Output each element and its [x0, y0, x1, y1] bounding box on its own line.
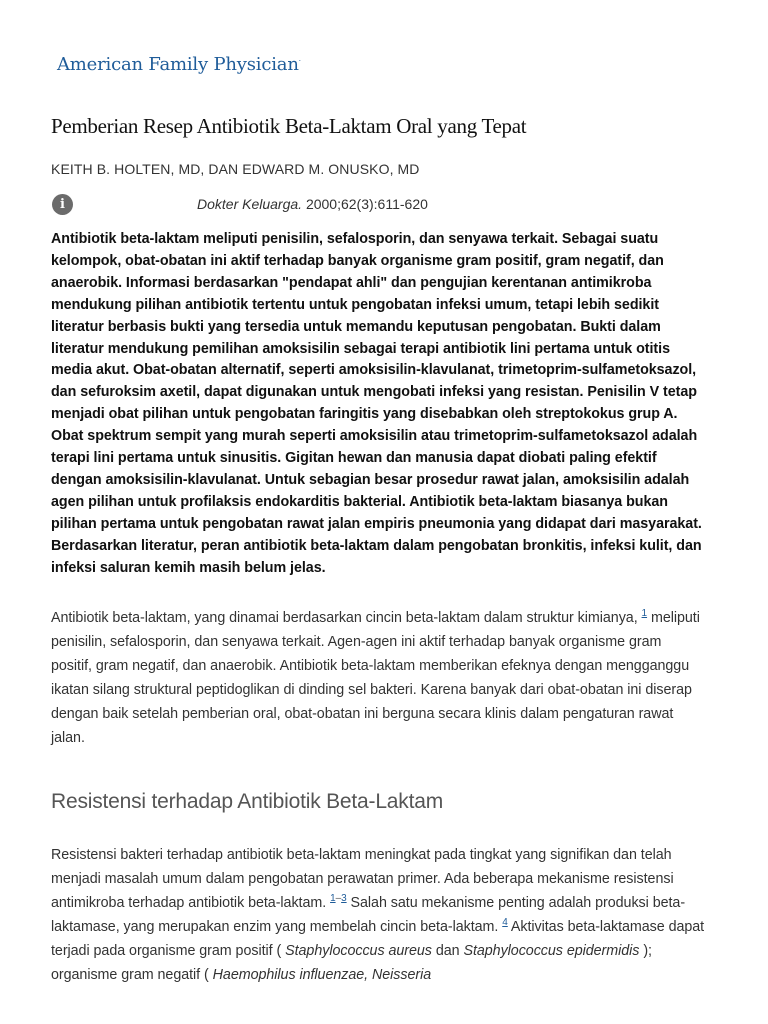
- intro-paragraph: [51, 606, 705, 750]
- resistance-text-c: Aktivitas beta-laktamase dapat terjadi pada organisme gram positif (: [51, 919, 705, 959]
- journal-logo[interactable]: [57, 54, 301, 75]
- logo-mark: ·: [298, 57, 301, 65]
- intro-text-b: meliputi penisilin, sefalosporin, dan senyawa terkait. Agen-agen ini aktif terhadap banyak organisme gram positif, gram negatif, dan anaerobik. Antibiotik beta-laktam memberikan efeknya dengan mengganggu ikatan silang struktural peptidoglikan di dinding sel bakteri. Karena banyak dari obat-obatan ini diserap dengan baik setelah pemberian oral, obat-obatan ini berguna secara klinis dalam pengaturan rawat jalan.: [51, 610, 700, 746]
- resistance-text-d: dan: [431, 943, 464, 959]
- resistance-text-b: Salah satu mekanisme penting adalah produksi beta-laktamase, yang merupakan enzim yang membelah cincin beta-laktam.: [51, 895, 686, 935]
- journal-name: Dokter Keluarga.: [197, 196, 303, 212]
- resistance-paragraph: [51, 843, 705, 987]
- reference-link-3[interactable]: 3: [341, 893, 347, 905]
- logo-text: American Family Physician: [57, 54, 299, 75]
- article-abstract: Antibiotik beta-laktam meliputi penisilin, sefalosporin, dan senyawa terkait. Sebagai suatu kelompok, obat-obatan ini aktif terhadap banyak organisme gram positif, gram negatif, dan anaerobik. Informasi berdasarkan "pendapat ahli" dan pengujian kerentanan antimikroba mendukung pilihan antibiotik tertentu untuk pengobatan infeksi umum, tetapi lebih sedikit literatur berbasis bukti yang tersedia untuk memandu keputusan pengobatan. Bukti dalam literatur mendukung pemilihan amoksisilin sebagai terapi antibiotik lini pertama untuk otitis media akut. Obat-obatan alternatif, seperti amoksisilin-klavulanat, trimetoprim-sulfametoksazol, dan sefuroksim axetil, dapat digunakan untuk mengobati infeksi yang resistan. Penisilin V tetap menjadi obat pilihan untuk pengobatan faringitis yang disebabkan oleh streptokokus grup A. Obat spektrum sempit yang murah seperti amoksisilin atau trimetoprim-sulfametoksazol adalah terapi lini pertama untuk sinusitis. Gigitan hewan dan manusia dapat diobati paling efektif dengan amoksisilin-klavulanat. Untuk sebagian besar prosedur rawat jalan, amoksisilin adalah agen pilihan untuk profilaksis endokarditis bakterial. Antibiotik beta-laktam biasanya bukan pilihan pertama untuk pengobatan rawat jalan empiris pneumonia yang didapat dari masyarakat. Berdasarkan literatur, peran antibiotik beta-laktam dalam pengobatan bronkitis, infeksi kulit, dan infeksi saluran kemih masih belum jelas.: [51, 231, 702, 576]
- organism-name: Staphylococcus epidermidis: [463, 943, 640, 959]
- section-heading: Resistensi terhadap Antibiotik Beta-Laktam: [51, 790, 443, 813]
- reference-link-1[interactable]: 1: [641, 608, 648, 620]
- reference-range-dash: –: [335, 893, 342, 905]
- article-citation: [197, 196, 428, 212]
- organism-name: Haemophilus influenzae, Neisseria: [212, 967, 432, 983]
- info-icon[interactable]: i: [52, 194, 73, 215]
- resistance-text-a: Resistensi bakteri terhadap antibiotik beta-laktam meningkat pada tingkat yang signifikan dan telah menjadi masalah umum dalam pengobatan perawatan primer. Ada beberapa mekanisme resistensi antimikroba terhadap antibiotik beta-laktam.: [51, 847, 674, 911]
- organism-name: Staphylococcus aureus: [285, 943, 432, 959]
- reference-link-1[interactable]: 1: [330, 893, 336, 905]
- citation-details: 2000;62(3):611-620: [305, 196, 428, 212]
- article-title: Pemberian Resep Antibiotik Beta-Laktam Oral yang Tepat: [51, 114, 527, 138]
- intro-text-a: Antibiotik beta-laktam, yang dinamai berdasarkan cincin beta-laktam dalam struktur kimianya,: [51, 610, 642, 626]
- reference-link-4[interactable]: 4: [502, 917, 508, 929]
- article-authors: KEITH B. HOLTEN, MD, DAN EDWARD M. ONUSKO, MD: [51, 161, 420, 177]
- resistance-text-e: ); organisme gram negatif (: [51, 943, 652, 983]
